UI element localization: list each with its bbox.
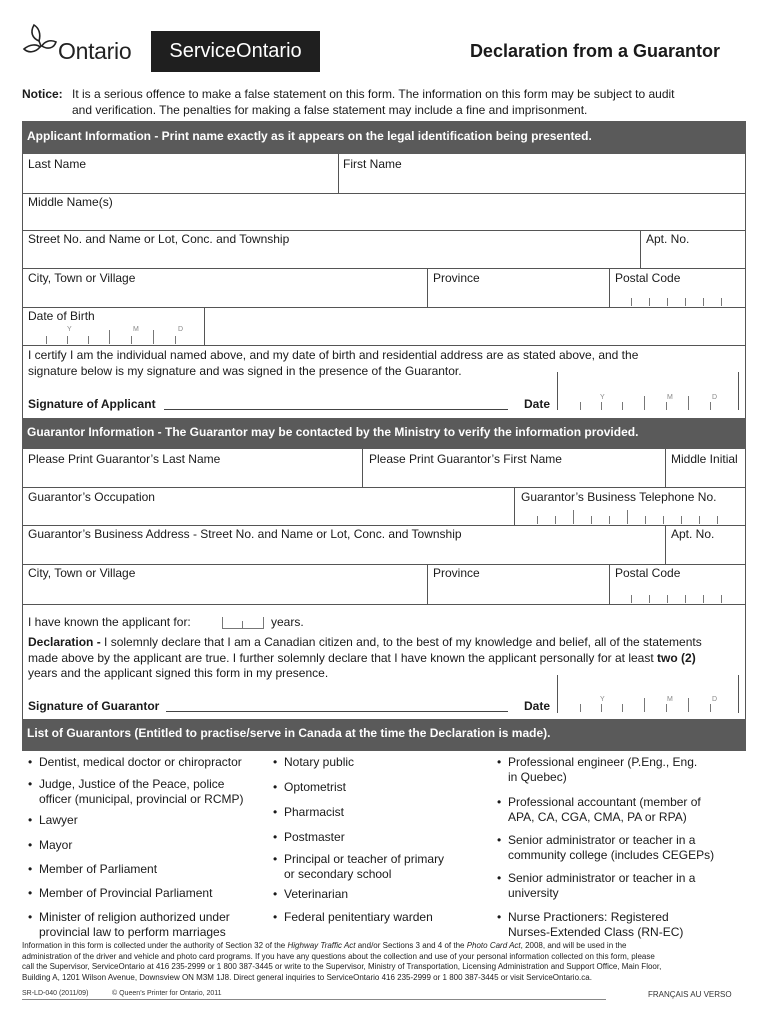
list-item: • Senior administrator or teacher in a university [497, 871, 696, 900]
applicant-signature-line[interactable] [164, 409, 508, 410]
guarantor-signature-line[interactable] [166, 711, 508, 712]
guarantor-postal-code-field[interactable]: Postal Code [615, 566, 681, 580]
list-item: • Veterinarian [273, 887, 349, 901]
declaration-line3: years and the applicant signed this form in my presence. [28, 666, 329, 680]
years-label: years. [271, 615, 304, 629]
applicant-date-label: Date [524, 397, 551, 411]
guarantor-section-header: Guarantor Information - The Guarantor may be contacted by the Ministry to verify the information provided. [22, 418, 746, 449]
notice-text-line1: It is a serious offence to make a false statement on this form. The information on this form may be subject to audit [72, 87, 675, 101]
applicant-middle-names-field[interactable]: Middle Name(s) [28, 195, 113, 209]
guarantor-date-label: Date [524, 699, 551, 713]
list-item: • Member of Provincial Parliament [28, 886, 213, 900]
guarantor-city-field[interactable]: City, Town or Village [28, 566, 136, 580]
copyright: © Queen’s Printer for Ontario, 2011 [112, 990, 222, 997]
list-item: • Lawyer [28, 813, 78, 827]
list-item: • Nurse Practioners: Registered Nurses-Extended Class (RN-EC) [497, 910, 684, 939]
ontario-logo [22, 22, 142, 68]
guarantor-first-name-field[interactable]: Please Print Guarantor’s First Name [369, 452, 562, 466]
list-item: • Professional accountant (member of APA, CA, CGA, CMA, PA or RPA) [497, 795, 701, 824]
list-item: • Postmaster [273, 830, 345, 844]
guarantor-signature-label: Signature of Guarantor [28, 699, 160, 713]
applicant-certification-line1: I certify I am the individual named above, and my date of birth and residential address are as stated above, and the [28, 348, 639, 362]
applicant-city-field[interactable]: City, Town or Village [28, 271, 136, 285]
guarantor-phone-field[interactable]: Guarantor’s Business Telephone No. [521, 490, 717, 504]
applicant-signature-label: Signature of Applicant [28, 397, 156, 411]
applicant-dob-field[interactable]: Date of Birth [28, 309, 95, 323]
guarantor-apt-field[interactable]: Apt. No. [671, 527, 715, 541]
applicant-first-name-field[interactable]: First Name [343, 157, 402, 171]
list-item: • Mayor [28, 838, 73, 852]
list-item: • Notary public [273, 755, 355, 769]
logo-wordmark: Ontario [58, 38, 132, 64]
applicant-section-header: Applicant Information - Print name exactly as it appears on the legal identification being presented. [22, 121, 746, 154]
applicant-certification-line2: signature below is my signature and was signed in the presence of the Guarantor. [28, 364, 462, 378]
form-title: Declaration from a Guarantor [469, 41, 720, 61]
declaration-line2: made above by the applicant are true. I further solemnly declare that I have known the applicant personally for at least two (2) [28, 651, 696, 665]
list-item: • Optometrist [273, 780, 347, 794]
list-item: • Judge, Justice of the Peace, police officer (municipal, provincial or RCMP) [28, 777, 244, 806]
list-item: • Senior administrator or teacher in a community college (includes CEGEPs) [497, 833, 715, 862]
service-ontario-brand: ServiceOntario [151, 31, 320, 72]
applicant-province-field[interactable]: Province [433, 271, 480, 285]
guarantor-last-name-field[interactable]: Please Print Guarantor’s Last Name [28, 452, 221, 466]
guarantor-middle-initial-field[interactable]: Middle Initial [671, 452, 738, 466]
list-item: • Minister of religion authorized under provincial law to perform marriages [28, 910, 230, 939]
applicant-last-name-field[interactable]: Last Name [28, 157, 87, 171]
list-item: • Professional engineer (P.Eng., Eng. in Quebec) [497, 755, 698, 784]
notice-label: Notice: [22, 87, 63, 101]
notice-text-line2: and verification. The penalties for making a false statement may include a fine and imprisonment. [72, 103, 588, 117]
list-item: • Federal penitentiary warden [273, 910, 433, 924]
trillium-icon [22, 22, 62, 64]
list-item: • Dentist, medical doctor or chiropractor [28, 755, 242, 769]
applicant-apt-field[interactable]: Apt. No. [646, 232, 690, 246]
privacy-notice: Information in this form is collected under the authority of Section 32 of the Highway Traffic Act and/or Sections 3 and 4 of the Photo Card Act, 2008, and will be used in the administration of the driver and vehicle and photo card programs. If you have any questions about the collection and use of your personal information collected on this form, please call the Supervisor, ServiceOntario at 416 235-2999 or 1 800 387-3445 or write to the Supervisor, Ministry of Transportation, Licensing Administration and Support Office, Main Floor, Building A, 1201 Wilson Avenue, Downsview ON M3M 1J8. Direct general inquiries to ServiceOntario 416 235-2999 or 1 800 387-3445 or visit ServiceOntario.ca. [22, 941, 662, 982]
list-item: • Pharmacist [273, 805, 345, 819]
declaration-line1: Declaration - I solemnly declare that I am a Canadian citizen and, to the best of my knowledge and belief, all of the statements [28, 635, 702, 649]
guarantor-list-header: List of Guarantors (Entitled to practise/serve in Canada at the time the Declaration is made). [22, 719, 746, 751]
guarantor-address-field[interactable]: Guarantor’s Business Address - Street No. and Name or Lot, Conc. and Township [28, 527, 462, 541]
applicant-postal-code-field[interactable]: Postal Code [615, 271, 681, 285]
guarantor-province-field[interactable]: Province [433, 566, 480, 580]
guarantor-occupation-field[interactable]: Guarantor’s Occupation [28, 490, 155, 504]
french-version-note: FRANÇAIS AU VERSO [648, 990, 732, 999]
list-item: • Principal or teacher of primary or secondary school [273, 852, 445, 881]
form-number: SR-LD-040 (2011/09) [22, 990, 89, 997]
list-item: • Member of Parliament [28, 862, 158, 876]
known-applicant-label: I have known the applicant for: [28, 615, 191, 629]
applicant-street-field[interactable]: Street No. and Name or Lot, Conc. and Township [28, 232, 290, 246]
